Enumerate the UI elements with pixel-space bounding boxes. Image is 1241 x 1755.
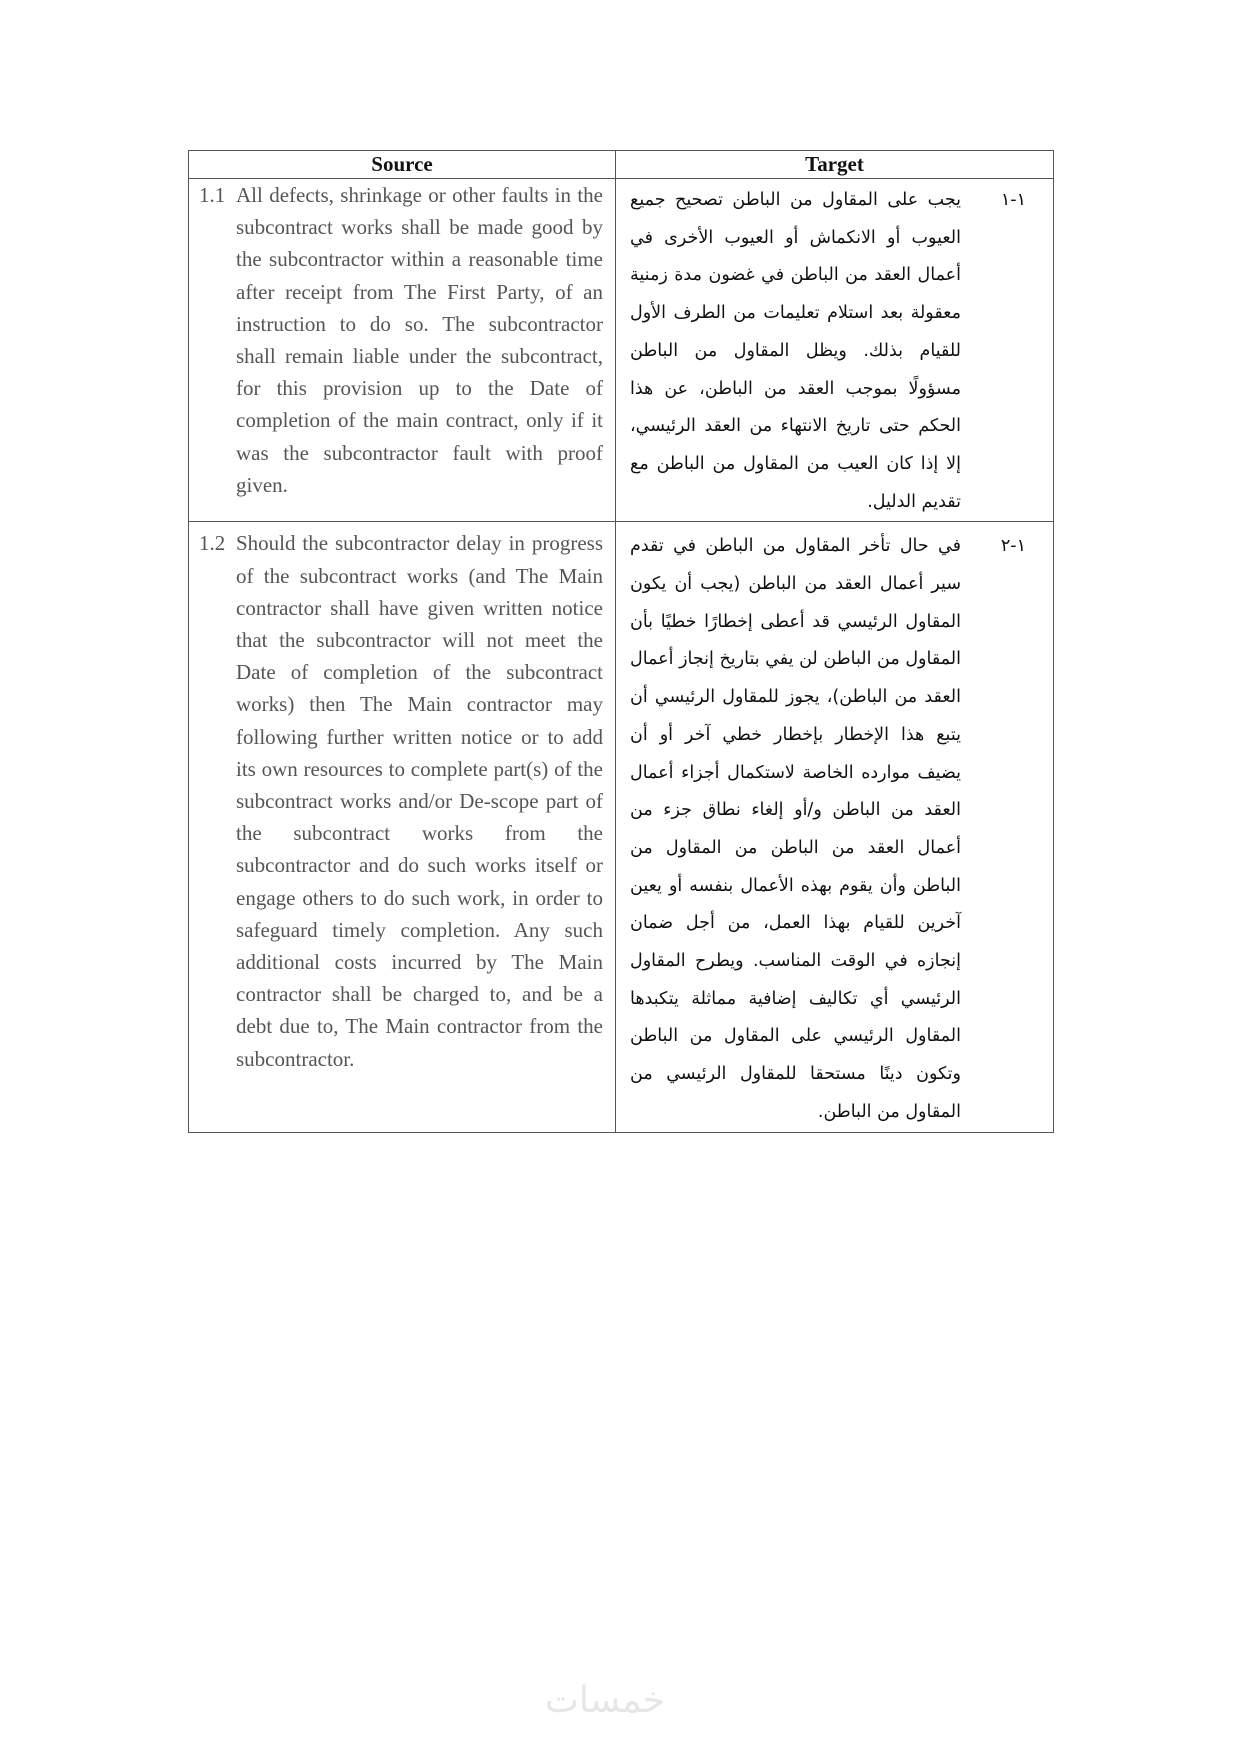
clause-number: ١-١ — [1000, 190, 1026, 210]
target-header: Target — [616, 151, 1054, 179]
clause-number: ١-٢ — [1000, 536, 1026, 557]
source-cell — [189, 522, 616, 1132]
source-text: All defects, shrinkage or other faults in the subcontract works shall be made good by the subcontractor within a reasonable time after receipt from The First Party, of an instruction to do so. The subcontractor shall remain liable under the subcontract, for this provision up to the Date of completion of the main contract, only if it was the subcontractor fault with proof given. — [236, 183, 603, 497]
table-row — [189, 179, 1054, 522]
watermark-logo: خمسات — [545, 1680, 666, 1721]
target-cell — [616, 522, 1054, 1132]
source-cell — [189, 179, 616, 522]
translation-table — [188, 150, 1054, 1133]
clause-number: 1.1 — [199, 183, 226, 207]
table-row — [189, 522, 1054, 1132]
source-text: Should the subcontractor delay in progress of the subcontract works (and The Main contractor shall have given written notice that the subcontractor will not meet the Date of completion of the subcontract works) then The Main contractor may following further written notice or to add its own resources to complete part(s) of the subcontract works and/or De-scope part of the subcontract works from the subcontractor and do such works itself or engage others to do such work, in order to safeguard timely completion. Any such additional costs incurred by The Main contractor shall be charged to, and be a debt due to, The Main contractor from the subcontractor. — [236, 531, 603, 1071]
target-text: يجب على المقاول من الباطن تصحيح جميع العيوب أو الانكماش أو العيوب الأخرى في أعمال العقد من الباطن في غضون مدة زمنية معقولة بعد استلام تعليمات من الطرف الأول للقيام بذلك. ويظل المقاول من الباطن مسؤولًا بموجب العقد من الباطن، عن هذا الحكم حتى تاريخ الانتهاء من العقد الرئيسي، إلا إذا كان العيب من المقاول من الباطن مع تقديم الدليل. — [630, 190, 961, 512]
target-cell — [616, 179, 1054, 522]
header-row — [189, 151, 1054, 179]
source-header: Source — [189, 151, 616, 179]
target-text: في حال تأخر المقاول من الباطن في تقدم سير أعمال العقد من الباطن (يجب أن يكون المقاول الرئيسي قد أعطى إخطارًا خطيًا بأن المقاول من الباطن لن يفي بتاريخ إنجاز أعمال العقد من الباطن)، يجوز للمقاول الرئيسي أن يتبع هذا الإخطار بإخطار خطي آخر أو أن يضيف موارده الخاصة لاستكمال أجزاء أعمال العقد من الباطن و/أو إلغاء نطاق جزء من أعمال العقد من الباطن من المقاول من الباطن وأن يقوم بهذه الأعمال بنفسه أو يعين آخرين للقيام بهذا العمل، من أجل ضمان إنجازه في الوقت المناسب. ويطرح المقاول الرئيسي أي تكاليف إضافية مماثلة يتكبدها المقاول الرئيسي على المقاول من الباطن وتكون دينًا مستحقا للمقاول الرئيسي من المقاول من الباطن. — [630, 536, 961, 1122]
clause-number: 1.2 — [199, 531, 226, 556]
